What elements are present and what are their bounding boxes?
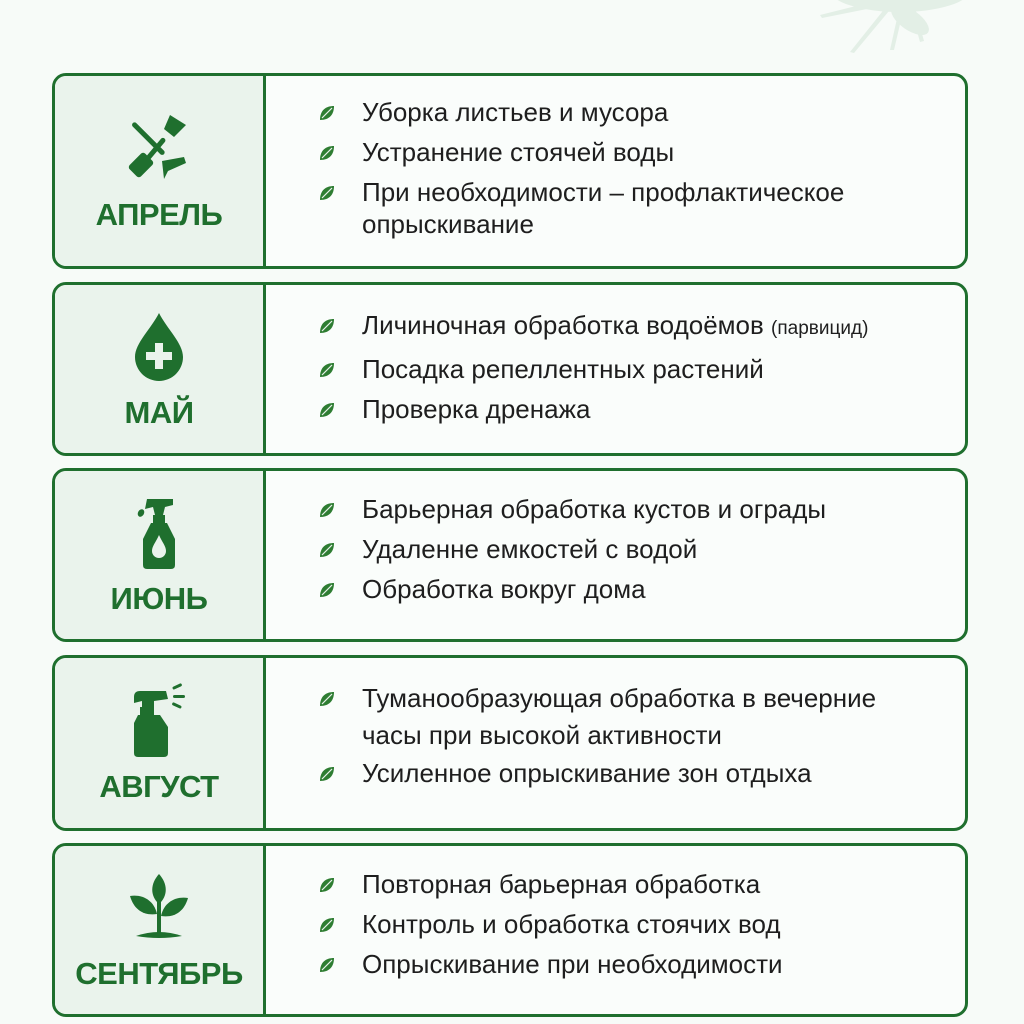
leaf-bullet-icon [318,690,336,708]
month-label: АВГУСТ [99,769,219,804]
task-item: Уборка листьев и мусора [318,96,965,128]
month-card-may [52,282,968,456]
month-label: АПРЕЛЬ [95,197,223,232]
month-panel [55,285,266,453]
month-panel [55,76,266,266]
month-label: ИЮНЬ [110,581,208,616]
month-panel [55,658,266,828]
leaf-bullet-icon [318,184,336,202]
task-item: Повторная барьерная обработка [318,868,965,900]
task-item: При необходимости – профлактическое опрыскивание [318,176,965,240]
task-list [266,846,965,1014]
month-panel [55,846,266,1014]
month-card-june [52,468,968,642]
task-item: Посадка репеллентных растений [318,353,965,385]
leaf-bullet-icon [318,765,336,783]
leaf-bullet-icon [318,876,336,894]
task-item: Устранение стоячей воды [318,136,965,168]
task-item: Личиночная обработка водоёмов (парвицид) [318,309,965,345]
leaf-bullet-icon [318,317,336,335]
leaf-bullet-icon [318,916,336,934]
leaf-bullet-icon [318,104,336,122]
task-list [266,76,965,266]
month-label: МАЙ [124,395,194,430]
month-card-august [52,655,968,831]
month-label: СЕНТЯБРЬ [75,956,243,991]
leaf-bullet-icon [318,541,336,559]
task-item: Опрыскивание при необходимости [318,948,965,980]
task-item: Контроль и обработка стоячих вод [318,908,965,940]
mosquito-watermark-icon [760,0,980,80]
leaf-bullet-icon [318,581,336,599]
task-item: Туманообразующая обработка в вечерние часы при высокой активности [318,680,965,754]
task-list [266,658,965,828]
spray-bottle-drop-icon [124,493,194,573]
month-card-september [52,843,968,1017]
task-item: Барьерная обработка кустов и ограды [318,493,965,525]
drop-plus-icon [124,307,194,387]
leaf-bullet-icon [318,144,336,162]
task-item: Усиленное опрыскивание зон отдыха [318,757,965,789]
leaf-bullet-icon [318,401,336,419]
spray-bottle-mist-icon [124,681,194,761]
leaf-bullet-icon [318,956,336,974]
leaf-bullet-icon [318,501,336,519]
sprout-icon [124,868,194,948]
month-panel [55,471,266,639]
task-item: Удаленне емкостей с водой [318,533,965,565]
month-card-april [52,73,968,269]
broom-shovel-icon [124,109,194,189]
leaf-bullet-icon [318,361,336,379]
task-list [266,471,965,639]
task-item: Обработка вокруг дома [318,573,965,605]
task-list [266,285,965,453]
task-item: Проверка дренажа [318,393,965,425]
